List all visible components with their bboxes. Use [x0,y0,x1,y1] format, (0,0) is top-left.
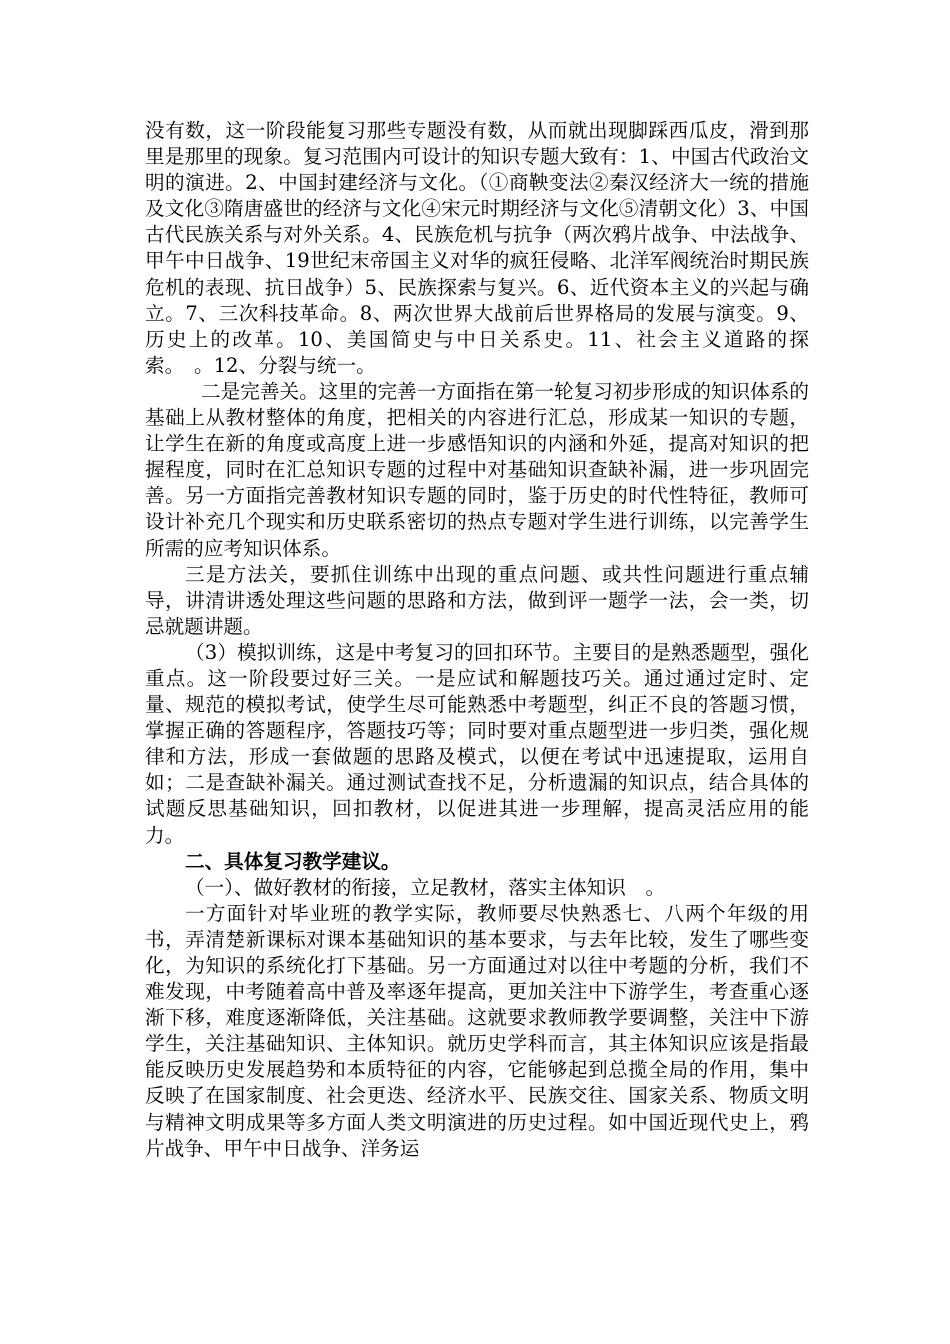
document-page [145,118,809,1162]
paragraph-topic-list: 没有数，这一阶段能复习那些专题没有数，从而就出现脚踩西瓜皮，滑到那里是那里的现象。复习范围内可设计的知识专题大致有：1、中国古代政治文明的演进。2、中国封建经济与文化。（①商鞅变法②秦汉经济大一统的措施及文化③隋唐盛世的经济与文化④宋元时期经济与文化⑤清朝文化）3、中国古代民族关系与对外关系。4、民族危机与抗争（两次鸦片战争、中法战争、甲午中日战争、19世纪末帝国主义对华的疯狂侵略、北洋军阀统治时期民族危机的表现、抗日战争）5、民族探索与复兴。6、近代资本主义的兴起与确立。7、三次科技革命。8、两次世界大战前后世界格局的发展与演变。9、历史上的改革。10、美国简史与中日关系史。11、社会主义道路的探索。 。12、分裂与统一。 [145,119,809,377]
paragraph-method-stage: 三是方法关，要抓住训练中出现的重点问题、或共性问题进行重点辅导，讲清讲透处理这些问题的思路和方法，做到评一题学一法，会一类，切忌就题讲题。 [145,562,809,638]
paragraph-textbook-connection: 一方面针对毕业班的教学实际，教师要尽快熟悉七、八两个年级的用书，弄清楚新课标对课本基础知识的基本要求，与去年比较，发生了哪些变化，为知识的系统化打下基础。另一方面通过对以往中考题的分析，我们不难发现，中考随着高中普及率逐年提高，更加关注中下游学生，考查重心逐渐下移，难度逐渐降低，关注基础。这就要求教师教学要调整，关注中下游学生，关注基础知识、主体知识。就历史学科而言，其主体知识应该是指最能反映历史发展趋势和本质特征的内容，它能够起到总揽全局的作用，集中反映了在国家制度、社会更迭、经济水平、民族交往、国家关系、物质文明与精神文明成果等多方面人类文明演进的历史过程。如中国近现代史上，鸦片战争、甲午中日战争、洋务运 [145,901,809,1160]
paragraph-perfection-stage: 二是完善关。这里的完善一方面指在第一轮复习初步形成的知识体系的基础上从教材整体的角度，把相关的内容进行汇总，形成某一知识的专题，让学生在新的角度或高度上进一步感悟知识的内涵和外延，提高对知识的把握程度，同时在汇总知识专题的过程中对基础知识查缺补漏，进一步巩固完善。另一方面指完善教材知识专题的同时，鉴于历史的时代性特征，教师可设计补充几个现实和历史联系密切的热点专题对学生进行训练，以完善学生所需的应考知识体系。 [145,379,809,560]
subsection-heading: （一）、做好教材的衔接，立足教材，落实主体知识 。 [185,875,666,899]
section-heading: 二、具体复习教学建议。 [185,849,401,873]
paragraph-mock-training: （3）模拟训练，这是中考复习的回扣环节。主要目的是熟悉题型，强化重点。这一阶段要过好三关。一是应试和解题技巧关。通过通过定时、定量、规范的模拟考试，使学生尽可能熟悉中考题型，纠正不良的答题习惯，掌握正确的答题程序，答题技巧等；同时要对重点题型进一步归类，强化规律和方法，形成一套做题的思路及模式，以便在考试中迅速提取，运用自如；二是查缺补漏关。通过测试查找不足，分析遗漏的知识点，结合具体的试题反思基础知识，回扣教材，以促进其进一步理解，提高灵活应用的能力。 [145,640,809,847]
